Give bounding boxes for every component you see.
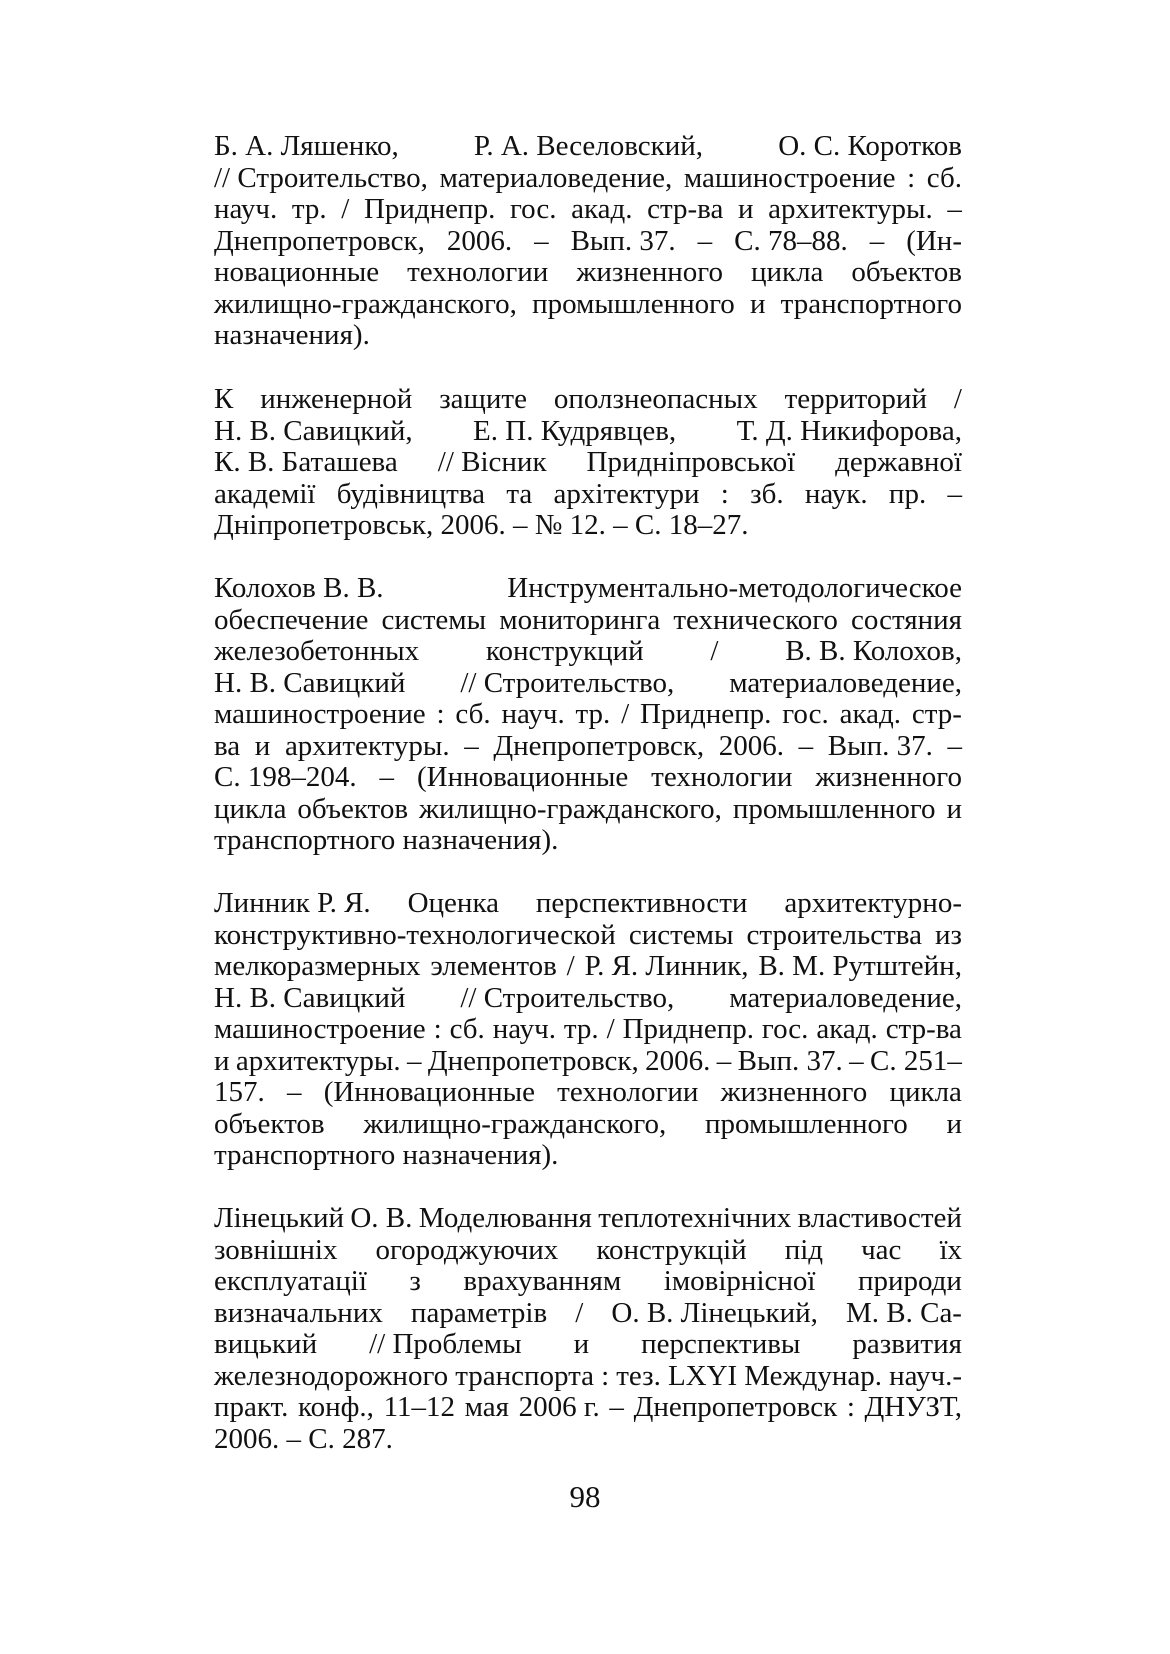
entry-line: машиностроение : сб. науч. тр. / Приднепр. гос. акад. стр- (214, 698, 962, 730)
bibliography-entry-lyashenko (214, 131, 962, 352)
entry-line: Линник Р. Я. Оценка перспективности архитектурно- (214, 887, 962, 919)
entry-line: назначения). (214, 319, 370, 351)
page-number: 98 (569, 1479, 601, 1514)
entry-line: науч. тр. / Приднепр. гос. акад. стр-ва и архитектуры. – (214, 193, 962, 225)
entry-line: новационные технологии жизненного цикла объектов (214, 256, 962, 288)
entry-line: транспортного назначения). (214, 824, 559, 856)
entry-line: 157. – (Инновационные технологии жизненного цикла (214, 1076, 962, 1108)
bibliography-entry-linnik (214, 888, 962, 1172)
entry-line: транспортного назначения). (214, 1139, 559, 1171)
entry-line: експлуатації з врахуванням імовірнісної природи (214, 1265, 962, 1297)
entry-line: зовнішніх огороджуючих конструкцій під час їх (214, 1233, 962, 1266)
entry-line: С. 198–204. – (Инновационные технологии жизненного (214, 761, 962, 793)
entry-line: академії будівництва та архітектури : зб. наук. пр. – (214, 477, 962, 510)
entry-line: вицький // Проблемы и перспективы развития (214, 1328, 962, 1360)
entry-line: машиностроение : сб. науч. тр. / Приднепр. гос. акад. стр-ва (214, 1013, 962, 1045)
entry-line: 2006. – С. 287. (214, 1422, 393, 1455)
entry-line: железнодорожного транспорта : тез. LXYI Междунар. науч.- (214, 1359, 962, 1392)
entry-line: Н. В. Савицкий, Е. П. Кудрявцев, Т. Д. Никифорова, (214, 414, 962, 447)
entry-line: практ. конф., 11–12 мая 2006 г. – Днепропетровск : ДНУЗТ, (214, 1391, 962, 1423)
entry-line: Б. А. Ляшенко, Р. А. Веселовский, О. С. Коротков (214, 130, 962, 162)
entry-line: обеспечение системы мониторинга технического состяния (214, 603, 962, 636)
entry-line: конструктивно-технологической системы строительства из (214, 918, 962, 951)
entry-line: цикла объектов жилищно-гражданского, промышленного и (214, 792, 962, 825)
entry-line: Н. В. Савицкий // Строительство, материаловедение, (214, 981, 962, 1014)
entry-line: К. В. Баташева // Вісник Придніпровської державної (214, 446, 962, 478)
entry-line: Днепропетровск, 2006. – Вып. 37. – С. 78–88. – (Ин- (214, 224, 962, 257)
entry-line: Н. В. Савицкий // Строительство, материаловедение, (214, 666, 962, 699)
entry-line: // Строительство, материаловедение, машиностроение : сб. (214, 161, 962, 194)
entry-line: К инженерной защите оползнеопасных территорий / (214, 383, 962, 415)
bibliography-entry-linetsky (214, 1203, 962, 1455)
entry-line: мелкоразмерных элементов / Р. Я. Линник, В. М. Рутштейн, (214, 950, 962, 982)
bibliography-entry-landslide-protection (214, 384, 962, 542)
entry-line: Лінецький О. В. Моделювання теплотехнічних властивостей (214, 1202, 962, 1234)
entry-line: визначальних параметрів / О. В. Лінецький, М. В. Са- (214, 1296, 962, 1329)
entry-line: жилищно-гражданского, промышленного и транспортного (214, 287, 962, 320)
entry-line: ва и архитектуры. – Днепропетровск, 2006. – Вып. 37. – (214, 729, 962, 762)
entry-line: железобетонных конструкций / В. В. Колохов, (214, 635, 962, 667)
entry-line: Колохов В. В. Инструментально-методологическое (214, 572, 962, 604)
entry-line: и архитектуры. – Днепропетровск, 2006. – Вып. 37. – С. 251– (214, 1044, 962, 1077)
entry-line: объектов жилищно-гражданского, промышленного и (214, 1107, 962, 1140)
bibliography-entry-kolokhov (214, 573, 962, 857)
entry-line: Дніпропетровськ, 2006. – № 12. – С. 18–27. (214, 509, 749, 541)
